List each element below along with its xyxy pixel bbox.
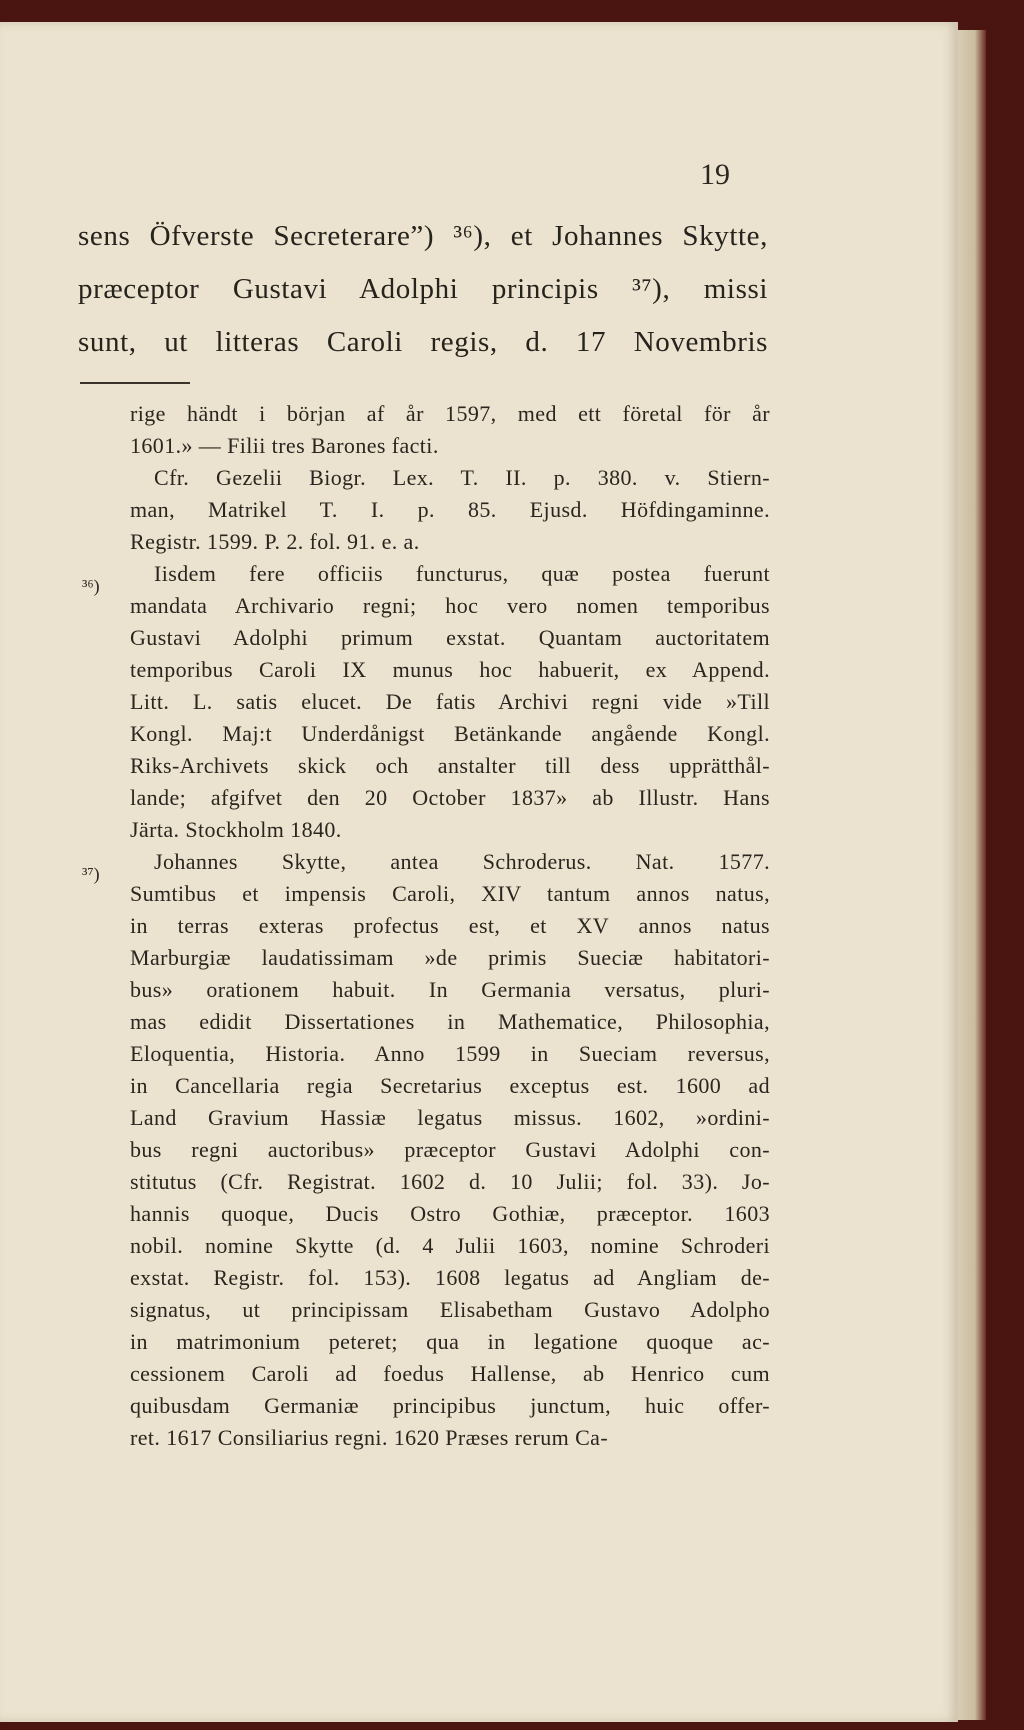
note-line: bus» orationem habuit. In Germania versatus, pluri-	[130, 977, 770, 1002]
note-line: hannis quoque, Ducis Ostro Gothiæ, præceptor. 1603	[130, 1201, 770, 1226]
footnote-rule	[80, 382, 190, 384]
note-line: Riks-Archivets skick och anstalter till dess upprätthål-	[130, 753, 770, 778]
footnote-37-mark: ³⁷)	[82, 864, 100, 884]
footnotes	[130, 398, 770, 1454]
note-line: in Cancellaria regia Secretarius exceptus est. 1600 ad	[130, 1073, 770, 1098]
note-line: Järta. Stockholm 1840.	[130, 817, 342, 842]
note-line: Litt. L. satis elucet. De fatis Archivi regni vide »Till	[130, 689, 770, 714]
note-line: 1601.» — Filii tres Barones facti.	[130, 433, 439, 458]
note-line: stitutus (Cfr. Registrat. 1602 d. 10 Julii; fol. 33). Jo-	[130, 1169, 770, 1194]
page-number: 19	[700, 158, 730, 191]
note-line: nobil. nomine Skytte (d. 4 Julii 1603, nomine Schroderi	[130, 1233, 770, 1258]
note-line: temporibus Caroli IX munus hoc habuerit, ex Append.	[130, 657, 770, 682]
note-line: quibusdam Germaniæ principibus junctum, huic offer-	[130, 1393, 770, 1418]
note-line: ret. 1617 Consiliarius regni. 1620 Præses rerum Ca-	[130, 1425, 609, 1450]
main-line: sunt, ut litteras Caroli regis, d. 17 Novembris	[78, 326, 768, 358]
note-line: signatus, ut principissam Elisabetham Gustavo Adolpho	[130, 1297, 770, 1322]
note-line: man, Matrikel T. I. p. 85. Ejusd. Höfdingaminne.	[130, 497, 770, 522]
note-line: Cfr. Gezelii Biogr. Lex. T. II. p. 380. v. Stiern-	[154, 465, 770, 490]
note-line: Marburgiæ laudatissimam »de primis Sueciæ habitatori-	[130, 945, 770, 970]
note-line: Gustavi Adolphi primum exstat. Quantam auctoritatem	[130, 625, 770, 650]
main-text	[78, 210, 768, 369]
main-line: præceptor Gustavi Adolphi principis ³⁷), missi	[78, 273, 768, 305]
page-edge	[958, 30, 986, 1720]
main-line: sens Öfverste Secreterare”) ³⁶), et Johannes Skytte,	[78, 220, 768, 252]
note-line: mas edidit Dissertationes in Mathematice, Philosophia,	[130, 1009, 770, 1034]
footnote-36-mark: ³⁶)	[82, 576, 100, 596]
note-line: Eloquentia, Historia. Anno 1599 in Sueciam reversus,	[130, 1041, 770, 1066]
note-line: in terras exteras profectus est, et XV annos natus	[130, 913, 770, 938]
note-line: in matrimonium peteret; qua in legatione quoque ac-	[130, 1329, 770, 1354]
note-line: lande; afgifvet den 20 October 1837» ab Illustr. Hans	[130, 785, 770, 810]
note-line: bus regni auctoribus» præceptor Gustavi Adolphi con-	[130, 1137, 770, 1162]
note-line: exstat. Registr. fol. 153). 1608 legatus ad Angliam de-	[130, 1265, 770, 1290]
note-line: Kongl. Maj:t Underdånigst Betänkande angående Kongl.	[130, 721, 770, 746]
note-line: Registr. 1599. P. 2. fol. 91. e. a.	[130, 529, 420, 554]
note-line: rige händt i början af år 1597, med ett företal för år	[130, 401, 770, 426]
note-line: Iisdem fere officiis functurus, quæ postea fuerunt	[154, 561, 770, 586]
note-line: Land Gravium Hassiæ legatus missus. 1602, »ordini-	[130, 1105, 770, 1130]
note-line: Sumtibus et impensis Caroli, XIV tantum annos natus,	[130, 881, 770, 906]
note-line: Johannes Skytte, antea Schroderus. Nat. 1577.	[154, 849, 770, 874]
note-line: mandata Archivario regni; hoc vero nomen temporibus	[130, 593, 770, 618]
note-line: cessionem Caroli ad foedus Hallense, ab Henrico cum	[130, 1361, 770, 1386]
